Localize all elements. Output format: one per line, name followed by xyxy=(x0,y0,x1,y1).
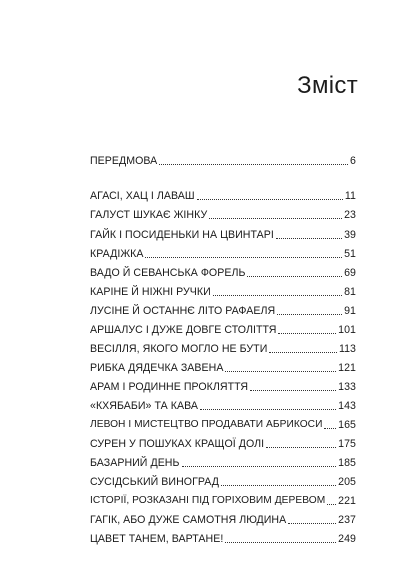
toc-entry-page: 11 xyxy=(344,190,356,202)
page-title: Зміст xyxy=(297,72,358,99)
toc-entry xyxy=(90,453,356,469)
dot-leader xyxy=(225,371,336,372)
toc-entry xyxy=(90,186,356,202)
toc-entry xyxy=(90,434,356,450)
dot-leader xyxy=(221,485,336,486)
toc-entry xyxy=(90,415,356,431)
toc-entry-page: 39 xyxy=(344,229,356,241)
toc-entry-page: 101 xyxy=(338,324,356,336)
toc-entry-page: 113 xyxy=(338,343,356,355)
toc-entry-page: 205 xyxy=(338,476,356,488)
dot-leader xyxy=(269,352,337,353)
toc-entry-title: ЛЕВОН І МИСТЕЦТВО ПРОДАВАТИ АБРИКОСИ xyxy=(90,419,323,430)
toc-entry xyxy=(90,377,356,393)
toc-entry-page: 185 xyxy=(338,457,356,469)
toc-entry-title: ВЕСІЛЛЯ, ЯКОГО МОГЛО НЕ БУТИ xyxy=(90,343,268,355)
dot-leader xyxy=(225,542,336,543)
toc-entry xyxy=(90,491,356,507)
toc-entry-title: АРАМ І РОДИННЕ ПРОКЛЯТТЯ xyxy=(90,381,249,393)
toc-entry-title: ГАГІК, АБО ДУЖЕ САМОТНЯ ЛЮДИНА xyxy=(90,514,287,526)
toc-entry-page: 6 xyxy=(350,155,356,167)
toc-entry-page: 175 xyxy=(338,438,356,450)
toc-entry-title: АГАСІ, ХАЦ І ЛАВАШ xyxy=(90,190,195,202)
toc-entry-title: ГАЙК І ПОСИДЕНЬКИ НА ЦВИНТАРІ xyxy=(90,229,274,241)
dot-leader xyxy=(278,333,336,334)
toc-entry-page: 249 xyxy=(338,533,356,545)
dot-leader xyxy=(247,276,342,277)
dot-leader xyxy=(182,466,337,467)
toc-entry xyxy=(90,151,356,167)
dot-leader xyxy=(250,390,336,391)
dot-leader xyxy=(277,314,342,315)
toc-entry-page: 237 xyxy=(338,514,356,526)
toc-entry xyxy=(90,205,356,221)
toc-entry-title: АРШАЛУС І ДУЖЕ ДОВГЕ СТОЛІТТЯ xyxy=(90,324,277,336)
dot-leader xyxy=(200,409,336,410)
toc-entry-title: КРАДІЖКА xyxy=(90,248,144,260)
dot-leader xyxy=(197,199,343,200)
toc-entry-page: 23 xyxy=(344,209,356,221)
toc-entry-title: «КХЯБАБИ» ТА КАВА xyxy=(90,400,198,412)
dot-leader xyxy=(266,447,336,448)
toc-entry-title: ВАДО Й СЕВАНСЬКА ФОРЕЛЬ xyxy=(90,267,246,279)
toc-entry-title: ПЕРЕДМОВА xyxy=(90,155,158,167)
toc-entry xyxy=(90,244,356,260)
toc-entry xyxy=(90,225,356,241)
dot-leader xyxy=(276,238,342,239)
toc-entry xyxy=(90,301,356,317)
dot-leader xyxy=(288,523,336,524)
toc-entry-title: РИБКА ДЯДЕЧКА ЗАВЕНА xyxy=(90,362,224,374)
dot-leader xyxy=(327,504,336,505)
toc-entry-title: СУРЕН У ПОШУКАХ КРАЩОЇ ДОЛІ xyxy=(90,438,265,450)
toc-entry xyxy=(90,263,356,279)
dot-leader xyxy=(145,257,342,258)
toc-entry xyxy=(90,510,356,526)
toc-entry-title: ЦАВЕТ ТАНЕМ, ВАРТАНЕ! xyxy=(90,533,224,545)
toc-entry xyxy=(90,396,356,412)
toc-entry xyxy=(90,339,356,355)
toc-entry xyxy=(90,358,356,374)
toc-entry-page: 91 xyxy=(344,305,356,317)
toc-entry-page: 81 xyxy=(344,286,356,298)
toc-entry xyxy=(90,320,356,336)
dot-leader xyxy=(159,164,348,165)
toc-entry-page: 69 xyxy=(344,267,356,279)
dot-leader xyxy=(324,428,336,429)
dot-leader xyxy=(213,295,342,296)
toc-entry-title: КАРІНЕ Й НІЖНІ РУЧКИ xyxy=(90,286,211,298)
toc-entry-page: 121 xyxy=(338,362,356,374)
toc-entry-title: СУСІДСЬКИЙ ВИНОГРАД xyxy=(90,476,219,488)
toc-entry-page: 51 xyxy=(344,248,356,260)
toc-entry-page: 165 xyxy=(338,419,356,431)
toc-entry-title: ІСТОРІЇ, РОЗКАЗАНІ ПІД ГОРІХОВИМ ДЕРЕВОМ xyxy=(90,495,326,506)
toc-entry xyxy=(90,529,356,545)
toc-entry-page: 221 xyxy=(338,495,356,507)
toc-entry-title: ГАЛУСТ ШУКАЄ ЖІНКУ xyxy=(90,209,208,221)
dot-leader xyxy=(209,218,342,219)
toc-entry xyxy=(90,472,356,488)
toc-entry-page: 143 xyxy=(338,400,356,412)
toc-entry-title: БАЗАРНИЙ ДЕНЬ xyxy=(90,457,180,469)
toc-entry-title: ЛУСІНЕ Й ОСТАННЄ ЛІТО РАФАЕЛЯ xyxy=(90,305,276,317)
toc-entry xyxy=(90,282,356,298)
toc-entry-page: 133 xyxy=(338,381,356,393)
